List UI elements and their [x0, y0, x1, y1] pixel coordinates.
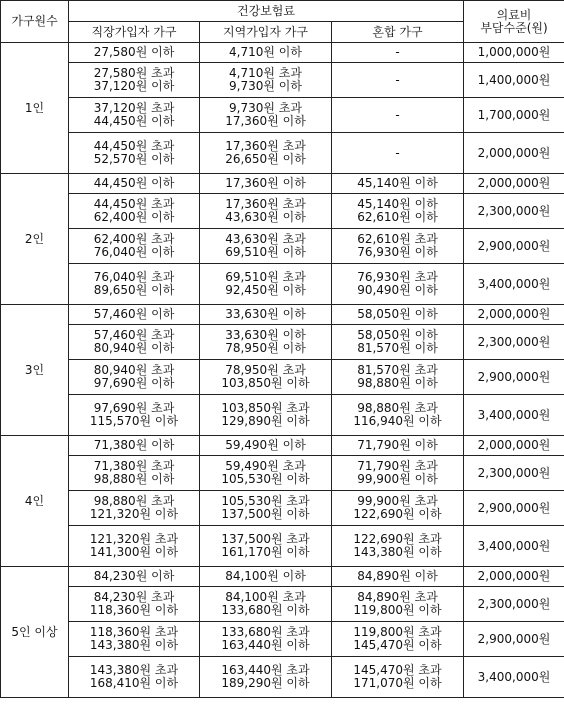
cost-cell: 2,000,000원: [464, 305, 564, 325]
mixed-cell: 45,140원 이하 62,610원 이하: [332, 194, 464, 229]
cost-cell: 3,400,000원: [464, 526, 564, 567]
employee-cell: 44,450원 초과 52,570원 이하: [69, 133, 200, 174]
employee-cell: 118,360원 초과 143,380원 이하: [69, 622, 200, 657]
table-row: [1, 657, 564, 698]
regional-cell: 4,710원 초과 9,730원 이하: [200, 63, 332, 98]
regional-cell: 17,360원 이하: [200, 174, 332, 194]
table-row: [1, 436, 564, 456]
mixed-cell: 76,930원 초과 90,490원 이하: [332, 264, 464, 305]
cost-cell: 2,300,000원: [464, 456, 564, 491]
mixed-cell: 71,790원 초과 99,900원 이하: [332, 456, 464, 491]
mixed-cell: 84,890원 초과 119,800원 이하: [332, 587, 464, 622]
cost-cell: 3,400,000원: [464, 657, 564, 698]
cost-cell: 2,900,000원: [464, 229, 564, 264]
table-row: [1, 229, 564, 264]
regional-cell: 84,100원 초과 133,680원 이하: [200, 587, 332, 622]
household-size-cell: 4인: [1, 436, 69, 567]
employee-cell: 97,690원 초과 115,570원 이하: [69, 395, 200, 436]
cost-cell: 1,000,000원: [464, 43, 564, 63]
cost-cell: 2,300,000원: [464, 587, 564, 622]
header-employee: 직장가입자 가구: [69, 22, 200, 43]
table-row: [1, 491, 564, 526]
mixed-cell: 81,570원 초과 98,880원 이하: [332, 360, 464, 395]
employee-cell: 76,040원 초과 89,650원 이하: [69, 264, 200, 305]
table-row: [1, 305, 564, 325]
table-body: [1, 43, 564, 698]
regional-cell: 69,510원 초과 92,450원 이하: [200, 264, 332, 305]
household-size-cell: 1인: [1, 43, 69, 174]
regional-cell: 137,500원 초과 161,170원 이하: [200, 526, 332, 567]
mixed-cell: 45,140원 이하: [332, 174, 464, 194]
employee-cell: 57,460원 이하: [69, 305, 200, 325]
employee-cell: 98,880원 초과 121,320원 이하: [69, 491, 200, 526]
household-size-cell: 2인: [1, 174, 69, 305]
regional-cell: 103,850원 초과 129,890원 이하: [200, 395, 332, 436]
mixed-cell: 62,610원 초과 76,930원 이하: [332, 229, 464, 264]
employee-cell: 71,380원 초과 98,880원 이하: [69, 456, 200, 491]
employee-cell: 121,320원 초과 141,300원 이하: [69, 526, 200, 567]
mixed-cell: 119,800원 초과 145,470원 이하: [332, 622, 464, 657]
mixed-cell: -: [332, 43, 464, 63]
table-row: [1, 98, 564, 133]
regional-cell: 9,730원 초과 17,360원 이하: [200, 98, 332, 133]
mixed-cell: 99,900원 초과 122,690원 이하: [332, 491, 464, 526]
regional-cell: 84,100원 이하: [200, 567, 332, 587]
mixed-cell: 58,050원 이하 81,570원 이하: [332, 325, 464, 360]
header-mixed: 혼합 가구: [332, 22, 464, 43]
header-insurance: 건강보험료: [69, 1, 464, 22]
mixed-cell: 145,470원 초과 171,070원 이하: [332, 657, 464, 698]
table-row: [1, 360, 564, 395]
household-size-cell: 3인: [1, 305, 69, 436]
cost-cell: 2,900,000원: [464, 491, 564, 526]
employee-cell: 44,450원 이하: [69, 174, 200, 194]
table-row: [1, 133, 564, 174]
header-regional: 지역가입자 가구: [200, 22, 332, 43]
cost-cell: 3,400,000원: [464, 264, 564, 305]
regional-cell: 59,490원 초과 105,530원 이하: [200, 456, 332, 491]
table-row: [1, 63, 564, 98]
cost-cell: 2,000,000원: [464, 174, 564, 194]
table-row: [1, 456, 564, 491]
cost-cell: 2,000,000원: [464, 567, 564, 587]
regional-cell: 78,950원 초과 103,850원 이하: [200, 360, 332, 395]
employee-cell: 143,380원 초과 168,410원 이하: [69, 657, 200, 698]
header-household: 가구원수: [1, 1, 69, 43]
table-row: [1, 567, 564, 587]
mixed-cell: 122,690원 초과 143,380원 이하: [332, 526, 464, 567]
mixed-cell: -: [332, 63, 464, 98]
cost-cell: 2,900,000원: [464, 622, 564, 657]
household-size-cell: 5인 이상: [1, 567, 69, 698]
mixed-cell: -: [332, 133, 464, 174]
regional-cell: 105,530원 초과 137,500원 이하: [200, 491, 332, 526]
employee-cell: 62,400원 초과 76,040원 이하: [69, 229, 200, 264]
mixed-cell: -: [332, 98, 464, 133]
regional-cell: 163,440원 초과 189,290원 이하: [200, 657, 332, 698]
table-row: [1, 395, 564, 436]
cost-cell: 1,400,000원: [464, 63, 564, 98]
employee-cell: 57,460원 초과 80,940원 이하: [69, 325, 200, 360]
cost-cell: 2,000,000원: [464, 133, 564, 174]
regional-cell: 17,360원 초과 26,650원 이하: [200, 133, 332, 174]
header-cost: 의료비 부담수준(원): [464, 1, 564, 43]
regional-cell: 59,490원 이하: [200, 436, 332, 456]
employee-cell: 37,120원 초과 44,450원 이하: [69, 98, 200, 133]
table-row: [1, 174, 564, 194]
table-row: [1, 622, 564, 657]
cost-cell: 2,300,000원: [464, 325, 564, 360]
mixed-cell: 71,790원 이하: [332, 436, 464, 456]
regional-cell: 43,630원 초과 69,510원 이하: [200, 229, 332, 264]
employee-cell: 27,580원 이하: [69, 43, 200, 63]
table-row: [1, 325, 564, 360]
cost-cell: 1,700,000원: [464, 98, 564, 133]
mixed-cell: 58,050원 이하: [332, 305, 464, 325]
employee-cell: 80,940원 초과 97,690원 이하: [69, 360, 200, 395]
cost-cell: 2,000,000원: [464, 436, 564, 456]
employee-cell: 84,230원 이하: [69, 567, 200, 587]
cost-cell: 2,300,000원: [464, 194, 564, 229]
regional-cell: 33,630원 이하: [200, 305, 332, 325]
table-row: [1, 43, 564, 63]
regional-cell: 133,680원 초과 163,440원 이하: [200, 622, 332, 657]
mixed-cell: 98,880원 초과 116,940원 이하: [332, 395, 464, 436]
employee-cell: 71,380원 이하: [69, 436, 200, 456]
regional-cell: 17,360원 초과 43,630원 이하: [200, 194, 332, 229]
regional-cell: 33,630원 이하 78,950원 이하: [200, 325, 332, 360]
mixed-cell: 84,890원 이하: [332, 567, 464, 587]
cost-cell: 2,900,000원: [464, 360, 564, 395]
table-row: [1, 526, 564, 567]
regional-cell: 4,710원 이하: [200, 43, 332, 63]
cost-cell: 3,400,000원: [464, 395, 564, 436]
table-row: [1, 194, 564, 229]
employee-cell: 44,450원 초과 62,400원 이하: [69, 194, 200, 229]
table-row: [1, 264, 564, 305]
employee-cell: 27,580원 초과 37,120원 이하: [69, 63, 200, 98]
table-row: [1, 587, 564, 622]
employee-cell: 84,230원 초과 118,360원 이하: [69, 587, 200, 622]
